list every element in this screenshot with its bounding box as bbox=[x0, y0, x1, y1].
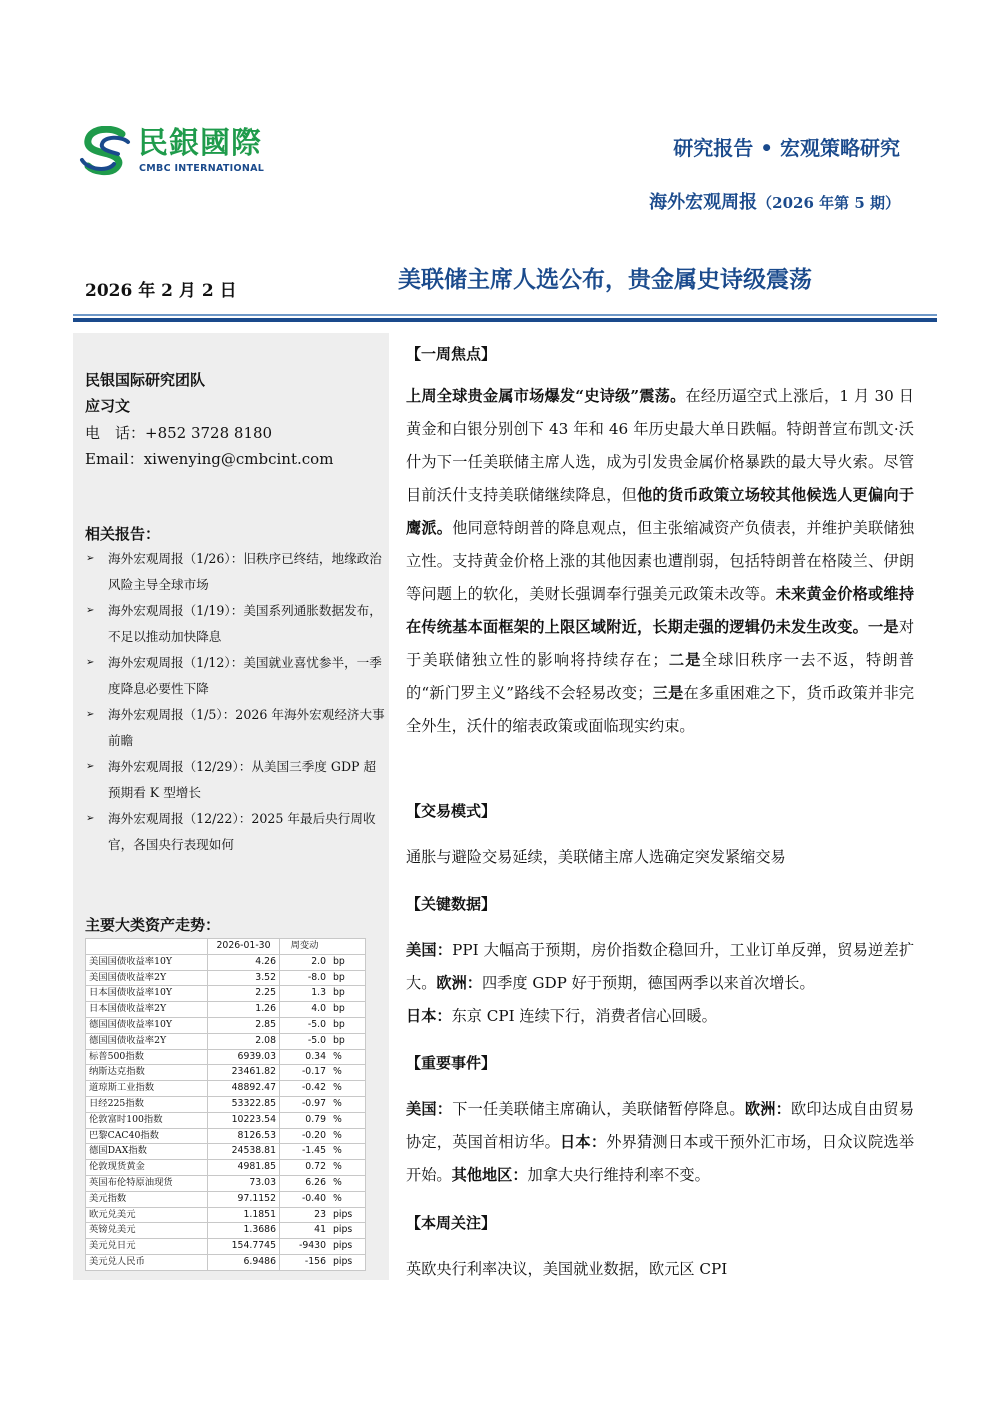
table-cell: bp bbox=[329, 954, 366, 970]
related-report-text: 海外宏观周报（12/29）：从美国三季度 GDP 超预期看 K 型增长 bbox=[108, 759, 377, 800]
data-paragraph bbox=[406, 934, 914, 1033]
related-report-item[interactable] bbox=[85, 546, 385, 598]
table-row bbox=[86, 1239, 366, 1255]
table-header-cell: 周变动 bbox=[280, 939, 330, 955]
table-cell: 73.03 bbox=[208, 1175, 280, 1191]
arrow-bullet-icon: ➢ bbox=[86, 813, 95, 824]
section-title-data: 【关键数据】 bbox=[406, 895, 497, 913]
table-cell: 24538.81 bbox=[208, 1144, 280, 1160]
table-cell: 48892.47 bbox=[208, 1081, 280, 1097]
table-cell: % bbox=[329, 1096, 366, 1112]
related-report-text: 海外宏观周报（1/26）：旧秩序已终结，地缘政治风险主导全球市场 bbox=[108, 551, 382, 592]
table-row bbox=[86, 970, 366, 986]
table-cell: 日经225指数 bbox=[86, 1096, 208, 1112]
analyst-phone: 电 话：+852 3728 8180 bbox=[85, 424, 273, 442]
focus-bold-second: 二是 bbox=[667, 651, 702, 669]
table-cell: % bbox=[329, 1065, 366, 1081]
table-cell: 2.25 bbox=[208, 986, 280, 1002]
events-text: 下一任美联储主席确认，美联储暂停降息。 bbox=[452, 1100, 745, 1118]
related-report-item[interactable] bbox=[85, 598, 385, 650]
table-cell: 6939.03 bbox=[208, 1049, 280, 1065]
table-cell: -0.20 bbox=[280, 1128, 330, 1144]
table-cell: -9430 bbox=[280, 1239, 330, 1255]
focus-paragraph bbox=[406, 380, 914, 743]
table-cell: -0.40 bbox=[280, 1191, 330, 1207]
table-header-row bbox=[86, 939, 366, 955]
table-row bbox=[86, 1002, 366, 1018]
table-cell: 1.3 bbox=[280, 986, 330, 1002]
table-row bbox=[86, 1207, 366, 1223]
region-label-other: 其他地区： bbox=[451, 1166, 528, 1184]
table-cell: 德国DAX指数 bbox=[86, 1144, 208, 1160]
table-cell: 美元指数 bbox=[86, 1191, 208, 1207]
table-cell: 英国布伦特原油现货 bbox=[86, 1175, 208, 1191]
related-report-item[interactable] bbox=[85, 754, 385, 806]
related-report-text: 海外宏观周报（1/19）：美国系列通胀数据发布，不足以推动加快降息 bbox=[108, 603, 382, 644]
table-cell: 美元兑日元 bbox=[86, 1239, 208, 1255]
table-row bbox=[86, 1128, 366, 1144]
series-issue: （2026 年第 5 期） bbox=[757, 194, 900, 212]
arrow-bullet-icon: ➢ bbox=[86, 761, 95, 772]
table-cell: 1.26 bbox=[208, 1002, 280, 1018]
table-cell: % bbox=[329, 1144, 366, 1160]
table-cell: pips bbox=[329, 1254, 366, 1270]
related-reports-heading: 相关报告： bbox=[85, 525, 161, 543]
table-row bbox=[86, 1065, 366, 1081]
table-header-cell: 2026-01-30 bbox=[208, 939, 280, 955]
table-cell: -156 bbox=[280, 1254, 330, 1270]
table-cell: 美国国债收益率10Y bbox=[86, 954, 208, 970]
table-cell: -0.97 bbox=[280, 1096, 330, 1112]
table-cell: 1.1851 bbox=[208, 1207, 280, 1223]
region-label-eu: 欧洲： bbox=[436, 974, 482, 992]
table-cell: 6.9486 bbox=[208, 1254, 280, 1270]
events-text: 外界猜测日本或干预外汇市场，日众议院选举开始。 bbox=[406, 1133, 915, 1184]
series-name: 海外宏观周报 bbox=[649, 192, 758, 213]
table-cell: -0.42 bbox=[280, 1081, 330, 1097]
focus-text: 对于美联储独立性的影响将持续存在； bbox=[406, 618, 915, 669]
research-team: 民银国际研究团队 bbox=[85, 371, 206, 389]
report-date: 2026 年 2 月 2 日 bbox=[85, 281, 237, 301]
table-cell: 0.79 bbox=[280, 1112, 330, 1128]
events-text: 欧印达成自由贸易协定，英国首相访华。 bbox=[406, 1100, 915, 1151]
table-cell: 8126.53 bbox=[208, 1128, 280, 1144]
table-cell: 53322.85 bbox=[208, 1096, 280, 1112]
table-row bbox=[86, 1049, 366, 1065]
focus-text: 他同意特朗普的降息观点，但主张缩减资产负债表，并维护美联储独立性。支持黄金价格上涨的其他因素也遭削弱，包括特朗普在格陵兰、伊朗等问题上的软化，美财长强调奉行强美元政策未改等。 bbox=[406, 519, 915, 603]
data-text: 东京 CPI 连续下行，消费者信心回暖。 bbox=[451, 1007, 717, 1025]
assets-heading: 主要大类资产走势： bbox=[85, 916, 221, 934]
focus-bold-hawkish: 他的货币政策立场较其他候选人更偏向于鹰派。 bbox=[406, 486, 915, 537]
report-series bbox=[649, 188, 900, 214]
arrow-bullet-icon: ➢ bbox=[86, 605, 95, 616]
related-report-text: 海外宏观周报（1/12）：美国就业喜忧参半，一季度降息必要性下降 bbox=[108, 655, 382, 696]
region-label-eu: 欧洲： bbox=[744, 1100, 792, 1118]
table-cell: -1.45 bbox=[280, 1144, 330, 1160]
table-cell: 6.26 bbox=[280, 1175, 330, 1191]
region-label-jp: 日本： bbox=[560, 1133, 607, 1151]
table-cell: bp bbox=[329, 1002, 366, 1018]
table-cell: 97.1152 bbox=[208, 1191, 280, 1207]
table-cell: 日本国债收益率2Y bbox=[86, 1002, 208, 1018]
related-report-text: 海外宏观周报（1/5）：2026 年海外宏观经济大事前瞻 bbox=[108, 707, 385, 748]
table-row bbox=[86, 1144, 366, 1160]
region-label-us: 美国： bbox=[406, 1100, 453, 1118]
related-report-text: 海外宏观周报（12/22）：2025 年最后央行周收官，各国央行表现如何 bbox=[108, 811, 376, 852]
table-row bbox=[86, 1175, 366, 1191]
watch-paragraph: 英欧央行利率决议，美国就业数据，欧元区 CPI bbox=[406, 1260, 728, 1278]
table-cell: 2.08 bbox=[208, 1033, 280, 1049]
table-cell: pips bbox=[329, 1223, 366, 1239]
data-text: PPI 大幅高于预期，房价指数企稳回升，工业订单反弹，贸易逆差扩大。 bbox=[406, 941, 915, 992]
table-cell: -0.17 bbox=[280, 1065, 330, 1081]
region-label-us: 美国： bbox=[406, 941, 453, 959]
focus-text: 全球旧秩序一去不返，特朗普的“新门罗主义”路线不会轻易改变； bbox=[406, 651, 915, 702]
section-title-watch: 【本周关注】 bbox=[406, 1214, 497, 1232]
table-cell: 欧元兑美元 bbox=[86, 1207, 208, 1223]
table-cell: 道琼斯工业指数 bbox=[86, 1081, 208, 1097]
table-cell: bp bbox=[329, 970, 366, 986]
table-cell: 美国国债收益率2Y bbox=[86, 970, 208, 986]
table-row bbox=[86, 1017, 366, 1033]
analyst-email[interactable]: Email：xiwenying@cmbcint.com bbox=[85, 450, 334, 468]
table-cell: % bbox=[329, 1128, 366, 1144]
table-cell: % bbox=[329, 1160, 366, 1176]
focus-text: 在经历逼空式上涨后，1 月 30 日黄金和白银分别创下 43 年和 46 年历史最大单日跌幅。特朗普宣布凯文·沃什为下一任美联储主席人选，成为引发贵金属价格暴跌的最大导火索。尽管目前沃什支持美联储继续降息，但 bbox=[406, 387, 914, 504]
table-cell: 1.3686 bbox=[208, 1223, 280, 1239]
table-cell: % bbox=[329, 1049, 366, 1065]
table-cell: 伦敦现货黄金 bbox=[86, 1160, 208, 1176]
table-cell: 2.85 bbox=[208, 1017, 280, 1033]
related-report-item[interactable] bbox=[85, 702, 385, 754]
arrow-bullet-icon: ➢ bbox=[86, 553, 95, 564]
table-row bbox=[86, 1254, 366, 1270]
focus-text: 在多重困难之下，货币政策并非完全外生，沃什的缩表政策或面临现实约束。 bbox=[406, 684, 915, 735]
table-row bbox=[86, 954, 366, 970]
table-cell: 标普500指数 bbox=[86, 1049, 208, 1065]
table-cell: 4981.85 bbox=[208, 1160, 280, 1176]
events-paragraph bbox=[406, 1093, 914, 1192]
table-cell: bp bbox=[329, 986, 366, 1002]
header-divider-thick bbox=[73, 318, 937, 322]
analyst-name: 应习文 bbox=[85, 397, 131, 415]
table-row bbox=[86, 1081, 366, 1097]
table-row bbox=[86, 1160, 366, 1176]
table-cell: pips bbox=[329, 1239, 366, 1255]
trading-paragraph: 通胀与避险交易延续，美联储主席人选确定突发紧缩交易 bbox=[406, 848, 786, 866]
table-cell: % bbox=[329, 1081, 366, 1097]
table-cell: 巴黎CAC40指数 bbox=[86, 1128, 208, 1144]
asset-table-body bbox=[86, 954, 366, 1270]
table-cell: 0.72 bbox=[280, 1160, 330, 1176]
table-cell: 德国国债收益率10Y bbox=[86, 1017, 208, 1033]
table-cell: 2.0 bbox=[280, 954, 330, 970]
section-title-focus: 【一周焦点】 bbox=[406, 345, 497, 363]
table-cell: -8.0 bbox=[280, 970, 330, 986]
cmbc-logo-icon bbox=[78, 126, 138, 178]
table-cell: -5.0 bbox=[280, 1017, 330, 1033]
focus-bold-outlook: 未来黄金价格或维持在传统基本面框架的上限区域附近，长期走强的逻辑仍未发生改变。 bbox=[406, 585, 914, 636]
table-cell: bp bbox=[329, 1017, 366, 1033]
focus-bold-third: 三是 bbox=[652, 684, 684, 702]
table-cell: % bbox=[329, 1175, 366, 1191]
section-title-trading: 【交易模式】 bbox=[406, 802, 497, 820]
table-row bbox=[86, 986, 366, 1002]
related-report-item[interactable] bbox=[85, 650, 385, 702]
table-cell: 23 bbox=[280, 1207, 330, 1223]
table-cell: 日本国债收益率10Y bbox=[86, 986, 208, 1002]
section-title-events: 【重要事件】 bbox=[406, 1054, 497, 1072]
table-row bbox=[86, 1223, 366, 1239]
table-cell: 4.26 bbox=[208, 954, 280, 970]
table-cell: % bbox=[329, 1112, 366, 1128]
table-row bbox=[86, 1191, 366, 1207]
table-cell: 3.52 bbox=[208, 970, 280, 986]
table-cell: 10223.54 bbox=[208, 1112, 280, 1128]
data-text: 四季度 GDP 好于预期，德国两季以来首次增长。 bbox=[481, 974, 815, 992]
table-cell: 美元兑人民币 bbox=[86, 1254, 208, 1270]
focus-bold-first: 一是 bbox=[868, 618, 899, 636]
report-category: 研究报告 • 宏观策略研究 bbox=[673, 136, 900, 160]
table-cell: -5.0 bbox=[280, 1033, 330, 1049]
table-header-cell bbox=[329, 939, 366, 955]
table-row bbox=[86, 1033, 366, 1049]
focus-lead: 上周全球贵金属市场爆发“史诗级”震荡。 bbox=[406, 387, 686, 405]
table-cell: 23461.82 bbox=[208, 1065, 280, 1081]
table-cell: 4.0 bbox=[280, 1002, 330, 1018]
related-reports-list bbox=[85, 546, 385, 858]
table-cell: 41 bbox=[280, 1223, 330, 1239]
table-cell: pips bbox=[329, 1207, 366, 1223]
table-cell: 0.34 bbox=[280, 1049, 330, 1065]
table-header-cell bbox=[86, 939, 208, 955]
table-cell: 德国国债收益率2Y bbox=[86, 1033, 208, 1049]
logo-subtitle: CMBC INTERNATIONAL bbox=[139, 163, 265, 174]
header-divider-thin bbox=[73, 314, 937, 316]
table-cell: % bbox=[329, 1191, 366, 1207]
table-cell: 英镑兑美元 bbox=[86, 1223, 208, 1239]
table-row bbox=[86, 1096, 366, 1112]
asset-performance-table bbox=[85, 938, 366, 1271]
region-label-jp: 日本： bbox=[406, 1007, 452, 1025]
table-cell: 纳斯达克指数 bbox=[86, 1065, 208, 1081]
arrow-bullet-icon: ➢ bbox=[86, 709, 95, 720]
related-report-item[interactable] bbox=[85, 806, 385, 858]
table-cell: 154.7745 bbox=[208, 1239, 280, 1255]
table-row bbox=[86, 1112, 366, 1128]
report-title: 美联储主席人选公布，贵金属史诗级震荡 bbox=[398, 266, 812, 293]
arrow-bullet-icon: ➢ bbox=[86, 657, 95, 668]
table-cell: 伦敦富时100指数 bbox=[86, 1112, 208, 1128]
events-text: 加拿大央行维持利率不变。 bbox=[527, 1166, 710, 1184]
logo-name: 民銀國際 bbox=[138, 126, 262, 161]
table-cell: bp bbox=[329, 1033, 366, 1049]
